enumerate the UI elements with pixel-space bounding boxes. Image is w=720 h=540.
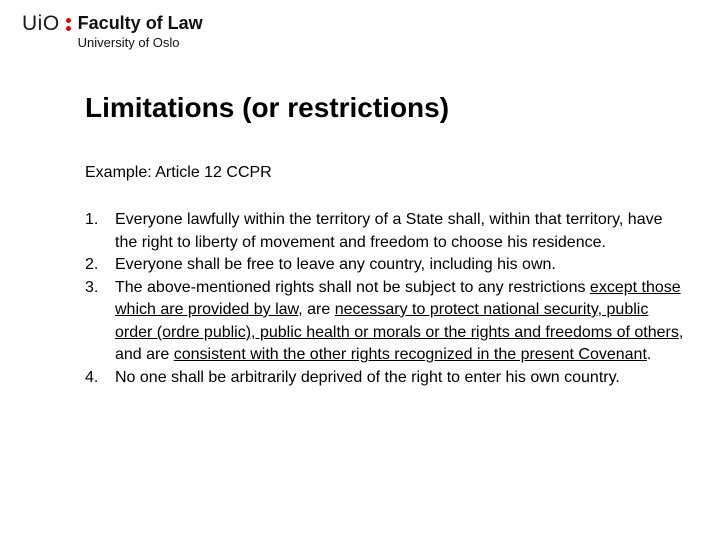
article-list bbox=[85, 209, 685, 389]
list-item bbox=[85, 277, 685, 367]
list-item-number: 1. bbox=[85, 211, 99, 228]
list-item-text: The above-mentioned rights shall not be subject to any restrictions bbox=[115, 278, 590, 296]
list-item-number: 3. bbox=[85, 278, 99, 296]
logo-text-block bbox=[78, 12, 203, 51]
list-item-text: . bbox=[646, 346, 652, 363]
list-item-text: No one shall be arbitrarily deprived of the right to enter his own country. bbox=[115, 368, 620, 386]
slide-title: Limitations (or restrictions) bbox=[85, 92, 450, 123]
logo-university: University of Oslo bbox=[77, 35, 180, 50]
list-item bbox=[85, 367, 685, 390]
list-item-text: , and are bbox=[115, 323, 684, 363]
underlined-phrase: except those which are provided by law bbox=[115, 278, 681, 318]
example-caption: Example: Article 12 CCPR bbox=[85, 164, 272, 181]
logo-uio-text: UiO bbox=[22, 12, 60, 35]
list-item-text: Everyone shall be free to leave any country, including his own. bbox=[115, 256, 556, 273]
list-item-text: Everyone lawfully within the territory of a State shall, within that territory, have the right to liberty of movement and freedom to choose his residence. bbox=[115, 211, 663, 251]
list-item-number: 4. bbox=[85, 368, 99, 386]
logo-colon-icon bbox=[66, 18, 71, 31]
list-item bbox=[85, 254, 685, 277]
logo-faculty: Faculty of Law bbox=[77, 13, 203, 33]
underlined-phrase: consistent with the other rights recognized in the present Covenant bbox=[173, 346, 647, 363]
uio-logo bbox=[22, 12, 203, 51]
underlined-phrase: necessary to protect national security, public order (ordre public), public health or morals or the rights and freedoms of others bbox=[115, 301, 679, 341]
list-item-text: , are bbox=[298, 301, 335, 318]
list-item-number: 2. bbox=[85, 256, 99, 273]
list-item bbox=[85, 209, 685, 254]
